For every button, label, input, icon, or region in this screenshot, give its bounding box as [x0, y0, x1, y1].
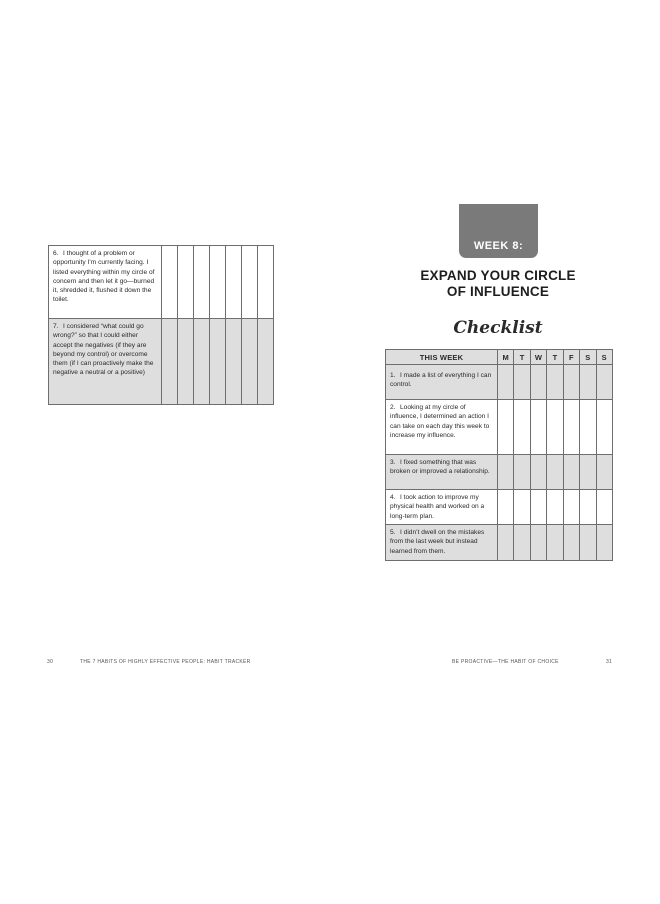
checkbox-cell[interactable] [498, 525, 514, 561]
checkbox-cell[interactable] [514, 525, 530, 561]
task-text: I fixed something that was broken or improved a relationship. [390, 459, 490, 476]
checkbox-cell[interactable] [226, 246, 242, 319]
checkbox-cell[interactable] [580, 525, 596, 561]
checkbox-cell[interactable] [580, 455, 596, 490]
left-page-number: 30 [47, 659, 54, 665]
left-running-title: THE 7 HABITS OF HIGHLY EFFECTIVE PEOPLE: HABIT TRACKER [80, 659, 251, 665]
checkbox-cell[interactable] [498, 490, 514, 525]
task-cell [386, 490, 498, 525]
checkbox-cell[interactable] [498, 455, 514, 490]
checkbox-cell[interactable] [498, 400, 514, 455]
checkbox-cell[interactable] [162, 319, 178, 405]
checkbox-cell[interactable] [547, 490, 563, 525]
checkbox-cell[interactable] [498, 365, 514, 400]
task-cell [49, 319, 162, 405]
week-banner [459, 204, 538, 258]
task-cell [49, 246, 162, 319]
checkbox-cell[interactable] [547, 365, 563, 400]
task-number: 1. [390, 372, 396, 379]
checkbox-cell[interactable] [596, 365, 612, 400]
task-number: 4. [390, 494, 396, 501]
checkbox-cell[interactable] [258, 246, 274, 319]
checkbox-cell[interactable] [530, 525, 546, 561]
checkbox-cell[interactable] [194, 246, 210, 319]
checkbox-cell[interactable] [547, 400, 563, 455]
column-header-this-week: THIS WEEK [386, 350, 498, 365]
checkbox-cell[interactable] [530, 455, 546, 490]
checkbox-cell[interactable] [580, 490, 596, 525]
checkbox-cell[interactable] [563, 490, 579, 525]
table-row [386, 525, 613, 561]
checkbox-cell[interactable] [580, 365, 596, 400]
task-cell [386, 525, 498, 561]
table-row [49, 246, 274, 319]
checkbox-cell[interactable] [162, 246, 178, 319]
checkbox-cell[interactable] [242, 319, 258, 405]
checkbox-cell[interactable] [547, 525, 563, 561]
task-number: 2. [390, 404, 396, 411]
left-habit-table [48, 245, 274, 405]
checkbox-cell[interactable] [563, 525, 579, 561]
day-header: S [580, 350, 596, 365]
checkbox-cell[interactable] [210, 319, 226, 405]
task-number: 7. [53, 323, 59, 330]
checkbox-cell[interactable] [530, 490, 546, 525]
checkbox-cell[interactable] [530, 400, 546, 455]
checkbox-cell[interactable] [596, 525, 612, 561]
task-text: I didn’t dwell on the mistakes from the last week but instead learned from them. [390, 529, 485, 555]
weekly-checklist-table [385, 349, 613, 561]
day-header: T [547, 350, 563, 365]
right-running-title: BE PROACTIVE—THE HABIT OF CHOICE [452, 659, 559, 665]
task-number: 3. [390, 459, 396, 466]
task-number: 5. [390, 529, 396, 536]
checkbox-cell[interactable] [178, 246, 194, 319]
task-number: 6. [53, 250, 59, 257]
checkbox-cell[interactable] [596, 490, 612, 525]
checkbox-cell[interactable] [563, 365, 579, 400]
page-title [400, 268, 596, 300]
task-cell [386, 400, 498, 455]
checkbox-cell[interactable] [210, 246, 226, 319]
table-header-row [386, 350, 613, 365]
checkbox-cell[interactable] [530, 365, 546, 400]
checkbox-cell[interactable] [514, 490, 530, 525]
task-text: Looking at my circle of influence, I determined an action I can take on each day this week to increase my influence. [390, 404, 490, 439]
task-cell [386, 365, 498, 400]
day-header: W [530, 350, 546, 365]
task-text: I thought of a problem or opportunity I’m currently facing. I listed everything within my circle of concern and then let it go—burned it, shredded it, flushed it down the toilet. [53, 250, 155, 304]
title-line-2: OF INFLUENCE [446, 284, 550, 299]
table-row [49, 319, 274, 405]
right-page-number: 31 [606, 659, 613, 665]
checkbox-cell[interactable] [178, 319, 194, 405]
table-row [386, 400, 613, 455]
day-header: S [596, 350, 612, 365]
checkbox-cell[interactable] [514, 365, 530, 400]
task-text: I took action to improve my physical health and worked on a long-term plan. [390, 494, 485, 520]
table-row [386, 365, 613, 400]
checkbox-cell[interactable] [226, 319, 242, 405]
task-text: I made a list of everything I can control. [390, 372, 492, 389]
checkbox-cell[interactable] [514, 455, 530, 490]
week-label: WEEK 8: [473, 240, 524, 252]
table-row [386, 455, 613, 490]
title-line-1: EXPAND YOUR CIRCLE [420, 268, 576, 283]
task-cell [386, 455, 498, 490]
day-header: M [498, 350, 514, 365]
checkbox-cell[interactable] [547, 455, 563, 490]
checkbox-cell[interactable] [563, 400, 579, 455]
checkbox-cell[interactable] [596, 400, 612, 455]
checkbox-cell[interactable] [258, 319, 274, 405]
checkbox-cell[interactable] [242, 246, 258, 319]
checkbox-cell[interactable] [194, 319, 210, 405]
checkbox-cell[interactable] [563, 455, 579, 490]
day-header: F [563, 350, 579, 365]
checkbox-cell[interactable] [596, 455, 612, 490]
table-row [386, 490, 613, 525]
checkbox-cell[interactable] [514, 400, 530, 455]
checkbox-cell[interactable] [580, 400, 596, 455]
task-text: I considered “what could go wrong?” so that I could either accept the negatives (if they are beyond my control) or overcome them (if I can proactively make the negative a neutral or a positive) [53, 323, 154, 377]
checklist-heading: Checklist [453, 318, 543, 338]
day-header: T [514, 350, 530, 365]
